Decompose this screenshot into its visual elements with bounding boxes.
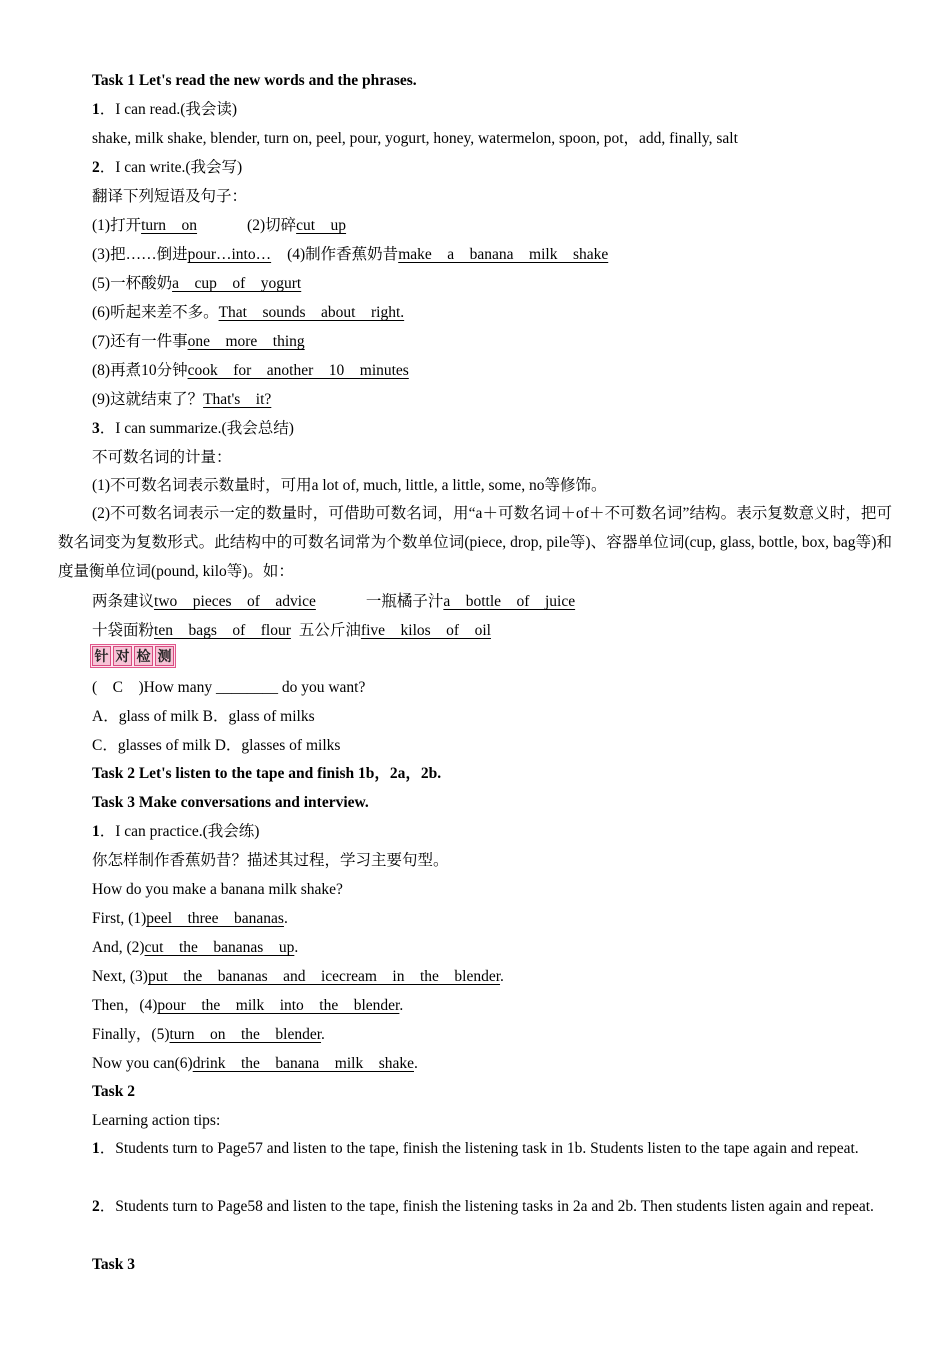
step-4-end: . (399, 997, 404, 1014)
answer-9: That's it? (203, 391, 272, 408)
example-label-4: 五公斤油 (298, 622, 361, 639)
phrase-row-8 (92, 361, 409, 381)
tip-1-num: 1 (92, 1140, 100, 1157)
task1-title: Task 1 Let's read the new words and the phrases. (92, 72, 417, 89)
prompt-3: (3)把……倒进 (92, 246, 188, 263)
answer-1: turn on (141, 217, 198, 234)
badge-char-2: 对 (113, 646, 132, 666)
phrase-row-6 (92, 303, 404, 323)
step-4-answer: pour the milk into the blender (157, 997, 400, 1014)
prompt-4: (4)制作香蕉奶昔 (287, 246, 399, 263)
step-1 (92, 909, 288, 929)
task2-title: Task 2 Let's listen to the tape and finish 1b，2a，2b. (92, 765, 442, 782)
summarize-point-2: (2)不可数名词表示一定的数量时，可借助可数名词，用“a＋可数名词＋of＋不可数名词”结构。表示复数意义时，把可数名词变为复数形式。此结构中的可数名词常为个数单位词(piece, drop, pile等)、容器单位词(cup, glass, bottle, box, bag等)和度量衡单位词(pound, kilo等)。如： (58, 505, 892, 580)
tip-1-text: ．Students turn to Page57 and listen to the tape, finish the listening task in 1b. Students listen to the tape again and repeat. (99, 1140, 859, 1157)
read-label (92, 100, 237, 120)
write-text: ．I can write.(我会写) (99, 159, 243, 176)
example-answer-4: five kilos of oil (360, 622, 491, 639)
prompt-8: (8)再煮10分钟 (92, 362, 188, 379)
task3-title: Task 3 Make conversations and interview. (92, 794, 369, 811)
step-5-prefix: Finally，(5) (92, 1026, 170, 1043)
example-answer-2: a bottle of juice (443, 593, 576, 610)
answer-5: a cup of yogurt (172, 275, 302, 292)
tips-task3-label: Task 3 (92, 1256, 135, 1273)
step-6-answer: drink the banana milk shake (192, 1055, 414, 1072)
answer-7: one more thing (187, 333, 305, 350)
check-badge (90, 644, 176, 668)
summarize-intro: 不可数名词的计量： (92, 449, 232, 466)
step-2-prefix: And, (2) (92, 939, 145, 956)
badge-char-3: 检 (134, 646, 153, 666)
tips-heading: Learning action tips: (92, 1112, 221, 1129)
answer-3: pour…into… (187, 246, 272, 263)
step-3-answer: put the bananas and icecream in the blender (147, 968, 501, 985)
step-5-answer: turn on the blender (169, 1026, 322, 1043)
tip-2-num: 2 (92, 1198, 100, 1215)
step-3-end: . (500, 968, 504, 985)
practice-num: 1 (92, 823, 100, 840)
word-list: shake, milk shake, blender, turn on, peel, pour, yogurt, honey, watermelon, spoon, pot，add, finally, salt (92, 130, 738, 147)
step-3 (92, 967, 504, 987)
summarize-point-1: (1)不可数名词表示数量时，可用a lot of, much, little, a little, some, no等修饰。 (92, 477, 607, 494)
step-1-end: . (283, 910, 288, 927)
prompt-2: (2)切碎 (247, 217, 297, 234)
prompt-6: (6)听起来差不多。 (92, 304, 219, 321)
answer-6: That sounds about right. (218, 304, 405, 321)
tip-2-text: ．Students turn to Page58 and listen to the tape, finish the listening tasks in 2a and 2b. Then students listen again and repeat. (99, 1198, 874, 1215)
phrase-row-5 (92, 274, 301, 294)
example-answer-3: ten bags of flour (154, 622, 291, 639)
example-label-1: 两条建议 (92, 593, 155, 610)
example-answer-1: two pieces of advice (154, 593, 316, 610)
write-num: 2 (92, 159, 100, 176)
step-3-prefix: Next, (3) (92, 968, 148, 985)
summarize-text: ．I can summarize.(我会总结) (99, 420, 294, 437)
check-options-cd: C．glasses of milk D．glasses of milks (92, 737, 341, 754)
step-5 (92, 1025, 325, 1045)
badge-char-1: 针 (92, 646, 111, 666)
step-6-end: . (414, 1055, 418, 1072)
tips-task2-label: Task 2 (92, 1083, 135, 1100)
prompt-7: (7)还有一件事 (92, 333, 188, 350)
tip-1 (58, 1134, 892, 1163)
check-question: ( C )How many ________ do you want? (92, 679, 366, 696)
prompt-9: (9)这就结束了？ (92, 391, 204, 408)
summarize-num: 3 (92, 420, 100, 437)
step-5-end: . (321, 1026, 325, 1043)
read-text: ．I can read.(我会读) (99, 101, 238, 118)
practice-text: ．I can practice.(我会练) (99, 823, 260, 840)
step-4 (92, 996, 403, 1016)
phrase-row-2 (92, 245, 608, 265)
badge-char-4: 测 (155, 646, 174, 666)
answer-4: make a banana milk shake (398, 246, 609, 263)
translate-intro: 翻译下列短语及句子： (92, 188, 248, 205)
step-4-prefix: Then，(4) (92, 997, 158, 1014)
phrase-row-1 (92, 216, 346, 236)
step-6 (92, 1054, 418, 1074)
step-2-end: . (294, 939, 299, 956)
step-2 (92, 938, 298, 958)
tip-2 (58, 1192, 892, 1221)
step-1-prefix: First, (1) (92, 910, 147, 927)
example-row-2 (92, 621, 491, 641)
step-6-prefix: Now you can(6) (92, 1055, 193, 1072)
practice-label (92, 822, 259, 842)
write-label (92, 158, 242, 178)
example-label-3: 十袋面粉 (92, 622, 155, 639)
example-row-1 (92, 592, 575, 612)
answer-8: cook for another 10 minutes (187, 362, 409, 379)
step-2-answer: cut the bananas up (144, 939, 295, 956)
check-options-ab: A．glass of milk B．glass of milks (92, 708, 315, 725)
example-label-2: 一瓶橘子汁 (365, 593, 444, 610)
read-num: 1 (92, 101, 100, 118)
phrase-row-7 (92, 332, 305, 352)
phrase-row-9 (92, 390, 271, 410)
prompt-5: (5)一杯酸奶 (92, 275, 173, 292)
practice-question: How do you make a banana milk shake? (92, 881, 343, 898)
summarize-label (92, 419, 294, 439)
practice-intro: 你怎样制作香蕉奶昔？描述其过程，学习主要句型。 (92, 852, 449, 869)
prompt-1: (1)打开 (92, 217, 142, 234)
answer-2: cut up (296, 217, 347, 234)
step-1-answer: peel three bananas (146, 910, 284, 927)
